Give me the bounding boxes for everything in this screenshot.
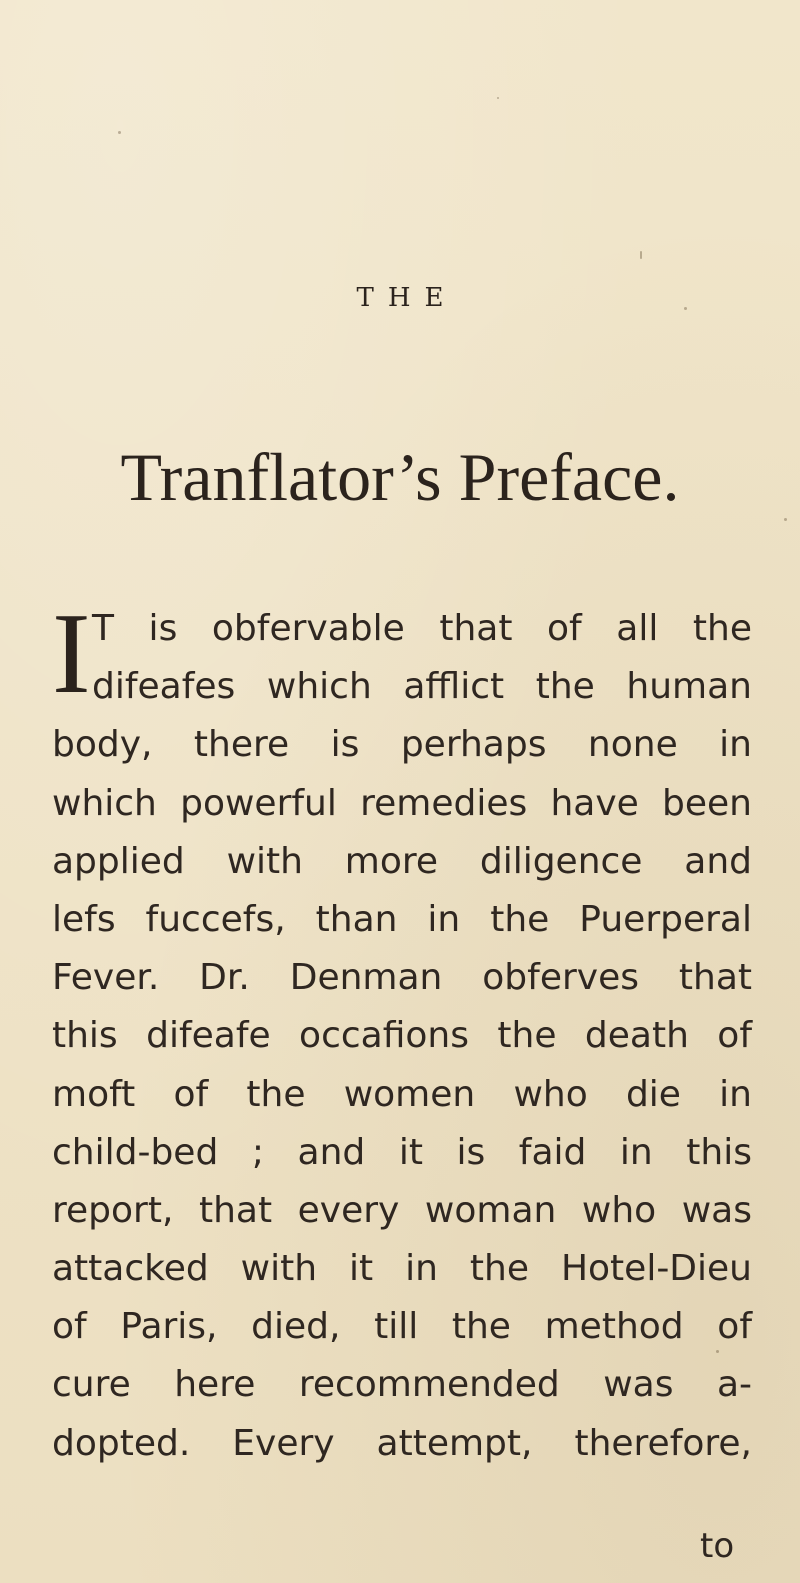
paper-speck bbox=[118, 131, 121, 134]
paper-speck bbox=[640, 251, 642, 259]
text-line: applied with more diligence and bbox=[52, 840, 752, 882]
paper-speck bbox=[784, 518, 787, 521]
text-line: T is obfervable that of all the bbox=[92, 608, 752, 649]
text-line: attacked with it in the Hotel-Dieu bbox=[52, 1248, 752, 1290]
text-line: dopted. Every attempt, therefore, bbox=[52, 1422, 752, 1464]
text-line: Fever. Dr. Denman obferves that bbox=[52, 957, 752, 999]
text-line: difeafes which afflict the human bbox=[92, 666, 752, 708]
text-line: cure here recommended was a- bbox=[52, 1364, 752, 1406]
catchword: to bbox=[700, 1526, 735, 1566]
text-line: moft of the women who die in bbox=[52, 1073, 752, 1115]
text-line: which powerful remedies have been bbox=[52, 782, 752, 824]
text-line: this difeafe occafions the death of bbox=[52, 1015, 752, 1057]
text-line: lefs fuccefs, than in the Puerperal bbox=[52, 898, 752, 940]
text-line: of Paris, died, till the method of bbox=[52, 1306, 752, 1348]
text-line: report, that every woman who was bbox=[52, 1189, 752, 1231]
preface-text bbox=[52, 590, 752, 1473]
paper-speck bbox=[497, 97, 499, 99]
page-title: Tranflator’s Preface. bbox=[120, 439, 680, 515]
drop-cap: I bbox=[52, 590, 91, 718]
text-line: body, there is perhaps none in bbox=[52, 724, 752, 766]
heading-kicker: THE bbox=[356, 283, 458, 313]
text-line: child-bed ; and it is faid in this bbox=[52, 1131, 752, 1173]
